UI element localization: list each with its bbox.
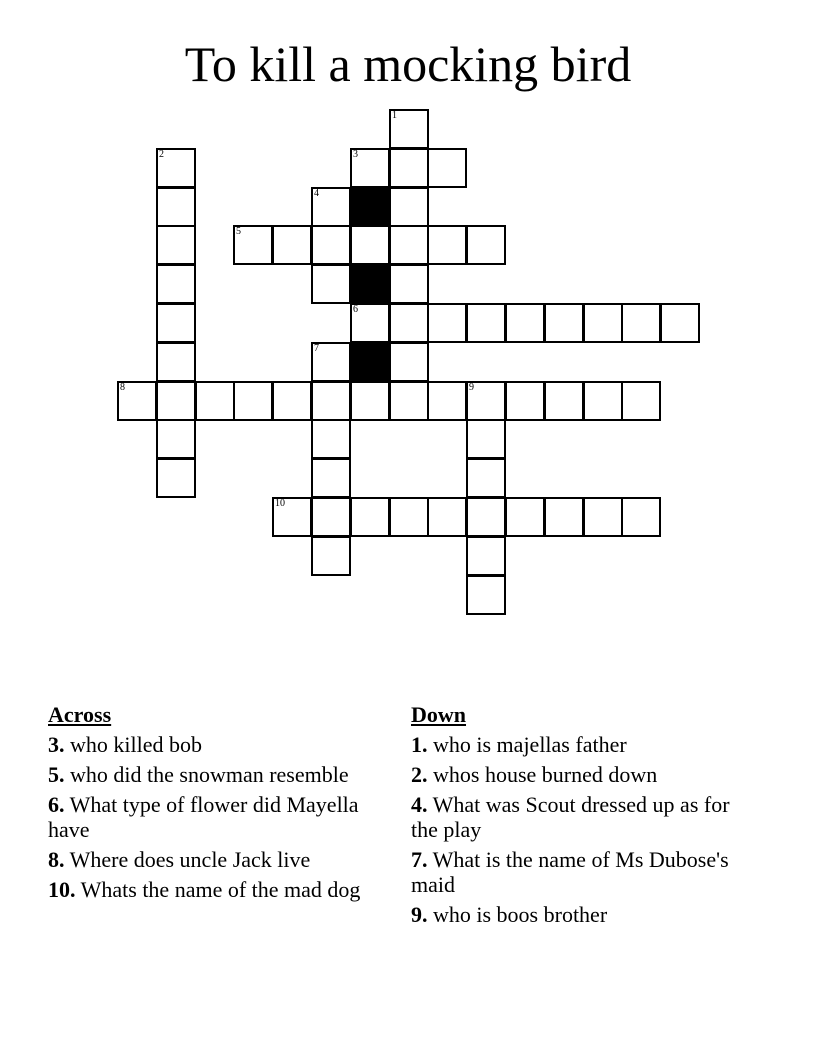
grid-cell[interactable] bbox=[621, 303, 661, 343]
clue-number: 3. bbox=[48, 732, 65, 757]
grid-cell[interactable] bbox=[311, 458, 351, 498]
clue-number: 8. bbox=[48, 847, 65, 872]
clue-down-9 bbox=[411, 902, 741, 927]
grid-cell[interactable] bbox=[466, 225, 506, 265]
clue-text: who is boos brother bbox=[433, 902, 608, 927]
grid-cell[interactable] bbox=[544, 497, 584, 537]
clue-number: 10. bbox=[48, 877, 76, 902]
grid-cell[interactable] bbox=[544, 381, 584, 421]
grid-cell[interactable] bbox=[389, 342, 429, 382]
cell-number: 9 bbox=[469, 382, 474, 393]
clue-down-1 bbox=[411, 732, 741, 757]
cell-number: 10 bbox=[275, 498, 285, 509]
clue-text: who is majellas father bbox=[433, 732, 627, 757]
grid-cell[interactable] bbox=[117, 381, 157, 421]
grid-cell[interactable] bbox=[311, 497, 351, 537]
clue-text: Where does uncle Jack live bbox=[69, 847, 311, 872]
grid-cell[interactable] bbox=[466, 575, 506, 615]
grid-cell[interactable] bbox=[311, 536, 351, 576]
grid-cell[interactable] bbox=[311, 264, 351, 304]
across-clues bbox=[48, 702, 388, 907]
grid-cell[interactable] bbox=[156, 419, 196, 459]
grid-cell[interactable] bbox=[389, 148, 429, 188]
clue-text: What is the name of Ms Dubose's maid bbox=[411, 847, 729, 897]
clue-number: 4. bbox=[411, 792, 428, 817]
cell-number: 8 bbox=[120, 382, 125, 393]
grid-cell[interactable] bbox=[466, 381, 506, 421]
cell-number: 1 bbox=[392, 110, 397, 121]
grid-cell[interactable] bbox=[389, 303, 429, 343]
grid-cell[interactable] bbox=[156, 342, 196, 382]
clue-text: Whats the name of the mad dog bbox=[80, 877, 361, 902]
grid-cell[interactable] bbox=[466, 419, 506, 459]
grid-cell[interactable] bbox=[156, 381, 196, 421]
clue-number: 6. bbox=[48, 792, 65, 817]
grid-cell[interactable] bbox=[311, 342, 351, 382]
clue-text: whos house burned down bbox=[433, 762, 658, 787]
grid-cell[interactable] bbox=[311, 419, 351, 459]
clue-number: 1. bbox=[411, 732, 428, 757]
grid-cell[interactable] bbox=[427, 497, 467, 537]
grid-cell[interactable] bbox=[311, 381, 351, 421]
grid-cell[interactable] bbox=[350, 381, 390, 421]
grid-cell[interactable] bbox=[427, 148, 467, 188]
grid-cell[interactable] bbox=[389, 109, 429, 149]
page-title: To kill a mocking bird bbox=[184, 36, 632, 92]
grid-cell[interactable] bbox=[389, 225, 429, 265]
down-heading: Down bbox=[411, 702, 467, 727]
grid-cell[interactable] bbox=[583, 303, 623, 343]
grid-cell[interactable] bbox=[350, 225, 390, 265]
clue-number: 2. bbox=[411, 762, 428, 787]
grid-cell[interactable] bbox=[350, 148, 390, 188]
grid-cell[interactable] bbox=[156, 187, 196, 227]
grid-cell[interactable] bbox=[466, 497, 506, 537]
grid-cell[interactable] bbox=[427, 381, 467, 421]
grid-cell[interactable] bbox=[583, 497, 623, 537]
grid-cell[interactable] bbox=[272, 225, 312, 265]
grid-cell[interactable] bbox=[156, 303, 196, 343]
grid-cell[interactable] bbox=[350, 497, 390, 537]
grid-cell[interactable] bbox=[621, 497, 661, 537]
clue-down-2 bbox=[411, 762, 741, 787]
grid-cell[interactable] bbox=[311, 187, 351, 227]
clue-across-5 bbox=[48, 762, 388, 787]
clue-down-4 bbox=[411, 792, 741, 842]
cell-number: 2 bbox=[159, 149, 164, 160]
clue-number: 7. bbox=[411, 847, 428, 872]
grid-cell[interactable] bbox=[466, 303, 506, 343]
grid-cell[interactable] bbox=[660, 303, 700, 343]
grid-cell[interactable] bbox=[389, 187, 429, 227]
clue-text: who killed bob bbox=[70, 732, 202, 757]
grid-cell[interactable] bbox=[272, 381, 312, 421]
grid-cell[interactable] bbox=[466, 458, 506, 498]
grid-cell[interactable] bbox=[621, 381, 661, 421]
grid-block-cell bbox=[350, 187, 390, 227]
grid-block-cell bbox=[350, 264, 390, 304]
clue-across-6 bbox=[48, 792, 388, 842]
clue-text: What type of flower did Mayella have bbox=[48, 792, 359, 842]
grid-cell[interactable] bbox=[583, 381, 623, 421]
grid-cell[interactable] bbox=[389, 381, 429, 421]
down-clues bbox=[411, 702, 741, 932]
cell-number: 4 bbox=[314, 188, 319, 199]
grid-cell[interactable] bbox=[505, 381, 545, 421]
clue-text: What was Scout dressed up as for the play bbox=[411, 792, 730, 842]
clue-text: who did the snowman resemble bbox=[70, 762, 349, 787]
grid-cell[interactable] bbox=[350, 303, 390, 343]
clue-down-7 bbox=[411, 847, 741, 897]
clue-number: 5. bbox=[48, 762, 65, 787]
grid-cell[interactable] bbox=[427, 303, 467, 343]
grid-cell[interactable] bbox=[311, 225, 351, 265]
cell-number: 5 bbox=[236, 226, 241, 237]
clue-across-3 bbox=[48, 732, 388, 757]
cell-number: 3 bbox=[353, 149, 358, 160]
grid-cell[interactable] bbox=[389, 264, 429, 304]
clue-across-10 bbox=[48, 877, 388, 902]
clue-number: 9. bbox=[411, 902, 428, 927]
grid-cell[interactable] bbox=[156, 264, 196, 304]
grid-cell[interactable] bbox=[233, 381, 273, 421]
cell-number: 6 bbox=[353, 304, 358, 315]
grid-cell[interactable] bbox=[233, 225, 273, 265]
grid-cell[interactable] bbox=[466, 536, 506, 576]
across-heading: Across bbox=[48, 702, 112, 727]
grid-cell[interactable] bbox=[544, 303, 584, 343]
grid-cell[interactable] bbox=[156, 148, 196, 188]
grid-cell[interactable] bbox=[427, 225, 467, 265]
grid-cell[interactable] bbox=[389, 497, 429, 537]
grid-cell[interactable] bbox=[195, 381, 235, 421]
grid-cell[interactable] bbox=[505, 303, 545, 343]
grid-cell[interactable] bbox=[156, 225, 196, 265]
clue-across-8 bbox=[48, 847, 388, 872]
grid-cell[interactable] bbox=[156, 458, 196, 498]
cell-number: 7 bbox=[314, 343, 319, 354]
grid-cell[interactable] bbox=[505, 497, 545, 537]
grid-cell[interactable] bbox=[272, 497, 312, 537]
grid-block-cell bbox=[350, 342, 390, 382]
